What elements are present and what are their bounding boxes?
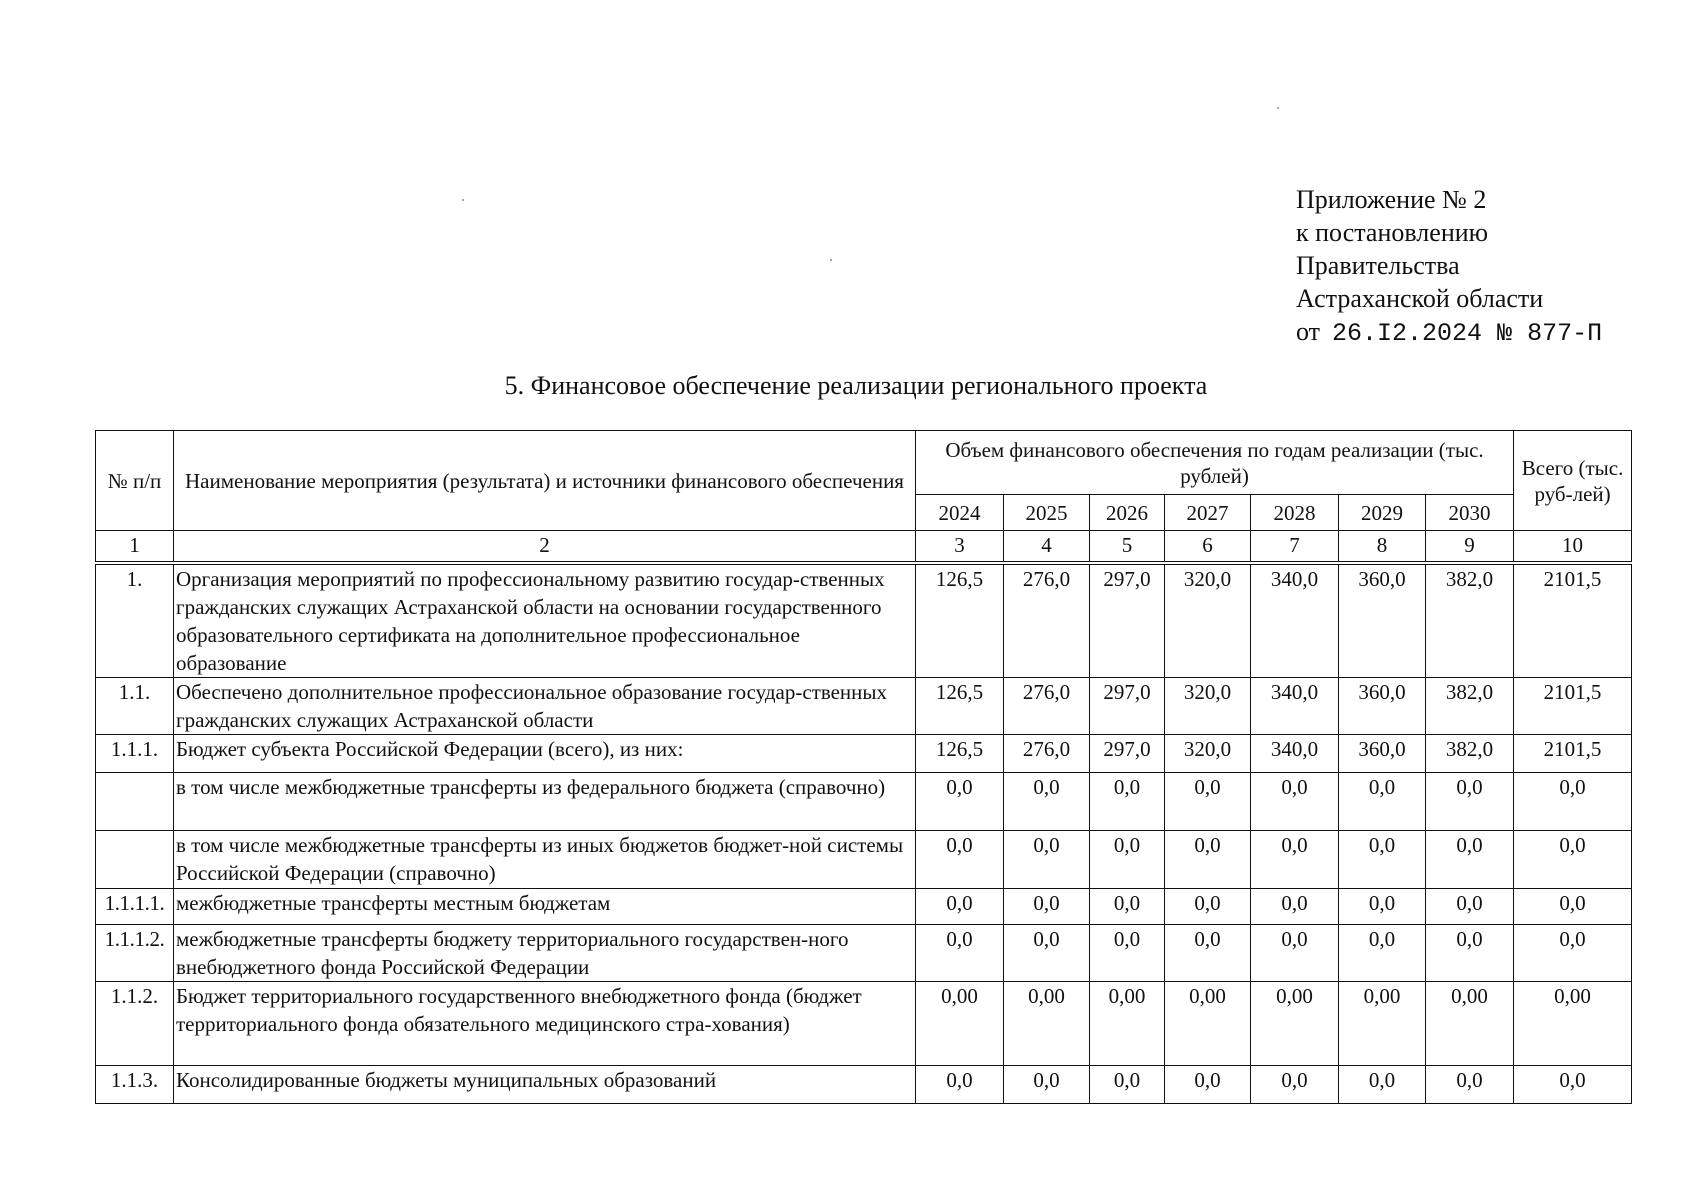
row-number: 1.1.1.2.	[96, 924, 174, 981]
column-number: 1	[96, 531, 174, 563]
row-name: Бюджет субъекта Российской Федерации (всего), из них:	[174, 734, 916, 772]
section-title: 5. Финансовое обеспечение реализации регионального проекта	[504, 371, 1208, 400]
row-number: 1.1.2.	[96, 981, 174, 1065]
year-value-cell: 320,0	[1165, 734, 1251, 772]
year-value-cell: 0,0	[1426, 924, 1514, 981]
table-row	[96, 924, 1632, 981]
year-value-cell: 0,0	[1090, 924, 1165, 981]
year-value-cell: 360,0	[1339, 563, 1426, 678]
table-row	[96, 772, 1632, 830]
year-value-cell: 0,0	[1090, 1065, 1165, 1103]
table-body	[96, 563, 1632, 1104]
header-volume: Объем финансового обеспечения по годам реализации (тыс. рублей)	[916, 431, 1514, 495]
header-year: 2029	[1339, 495, 1426, 531]
scan-speck	[462, 199, 464, 201]
column-number: 5	[1090, 531, 1165, 563]
year-value-cell: 0,00	[1251, 981, 1339, 1065]
year-value-cell: 0,0	[1165, 924, 1251, 981]
row-name: Консолидированные бюджеты муниципальных образований	[174, 1065, 916, 1103]
year-value-cell: 0,00	[916, 981, 1004, 1065]
year-value-cell: 0,0	[1339, 830, 1426, 888]
year-value-cell: 126,5	[916, 734, 1004, 772]
row-name: в том числе межбюджетные трансферты из иных бюджетов бюджет-ной системы Российской Федерации (справочно)	[174, 830, 916, 888]
table-row	[96, 677, 1632, 734]
year-value-cell: 340,0	[1251, 677, 1339, 734]
table-row	[96, 888, 1632, 924]
year-value-cell: 0,0	[1004, 772, 1090, 830]
row-name: Обеспечено дополнительное профессиональное образование государ-ственных гражданских служащих Астраханской области	[174, 677, 916, 734]
year-value-cell: 0,0	[1339, 772, 1426, 830]
year-value-cell: 0,0	[916, 924, 1004, 981]
column-numbers-row	[96, 531, 1632, 563]
year-value-cell: 382,0	[1426, 677, 1514, 734]
row-number: 1.1.1.	[96, 734, 174, 772]
header-total: Всего (тыс. руб-лей)	[1514, 431, 1632, 531]
year-value-cell: 0,0	[916, 1065, 1004, 1103]
year-value-cell: 297,0	[1090, 677, 1165, 734]
year-value-cell: 276,0	[1004, 734, 1090, 772]
column-number: 2	[174, 531, 916, 563]
header-year: 2030	[1426, 495, 1514, 531]
column-number: 6	[1165, 531, 1251, 563]
date-prefix: от	[1296, 317, 1321, 346]
year-value-cell: 0,0	[916, 888, 1004, 924]
table-row	[96, 563, 1632, 678]
scan-speck	[830, 259, 832, 261]
appendix-date-line	[1296, 315, 1602, 350]
year-value-cell: 0,0	[1426, 888, 1514, 924]
header-year: 2026	[1090, 495, 1165, 531]
year-value-cell: 0,00	[1339, 981, 1426, 1065]
year-value-cell: 0,0	[1251, 772, 1339, 830]
header-year: 2028	[1251, 495, 1339, 531]
row-name: межбюджетные трансферты бюджету территориального государствен-ного внебюджетного фонда Российской Федерации	[174, 924, 916, 981]
table-header	[96, 431, 1632, 563]
row-number: 1.1.	[96, 677, 174, 734]
column-number: 7	[1251, 531, 1339, 563]
total-value-cell: 0,00	[1514, 981, 1632, 1065]
row-number	[96, 772, 174, 830]
header-year: 2024	[916, 495, 1004, 531]
year-value-cell: 0,00	[1165, 981, 1251, 1065]
year-value-cell: 0,0	[1339, 888, 1426, 924]
row-number: 1.1.3.	[96, 1065, 174, 1103]
header-name: Наименование мероприятия (результата) и источники финансового обеспечения	[174, 431, 916, 531]
year-value-cell: 0,0	[1251, 924, 1339, 981]
scan-speck	[1277, 107, 1279, 109]
year-value-cell: 0,0	[916, 772, 1004, 830]
year-value-cell: 0,0	[1090, 888, 1165, 924]
total-value-cell: 0,0	[1514, 924, 1632, 981]
year-value-cell: 382,0	[1426, 563, 1514, 678]
appendix-line: Приложение № 2	[1296, 185, 1487, 214]
year-value-cell: 0,0	[1004, 1065, 1090, 1103]
year-value-cell: 0,0	[1165, 1065, 1251, 1103]
year-value-cell: 0,0	[1090, 830, 1165, 888]
total-value-cell: 0,0	[1514, 830, 1632, 888]
year-value-cell: 0,0	[1004, 888, 1090, 924]
column-number: 4	[1004, 531, 1090, 563]
year-value-cell: 360,0	[1339, 734, 1426, 772]
row-name: Бюджет территориального государственного внебюджетного фонда (бюджет территориального фонда обязательного медицинского стра-хования)	[174, 981, 916, 1065]
year-value-cell: 276,0	[1004, 677, 1090, 734]
appendix-line: к постановлению	[1296, 218, 1489, 247]
year-value-cell: 0,00	[1004, 981, 1090, 1065]
financing-table	[95, 430, 1632, 1104]
year-value-cell: 0,0	[1251, 1065, 1339, 1103]
year-value-cell: 0,0	[1339, 1065, 1426, 1103]
year-value-cell: 0,0	[1339, 924, 1426, 981]
year-value-cell: 0,00	[1426, 981, 1514, 1065]
row-name: в том числе межбюджетные трансферты из федерального бюджета (справочно)	[174, 772, 916, 830]
year-value-cell: 126,5	[916, 677, 1004, 734]
row-number: 1.	[96, 563, 174, 678]
row-name: межбюджетные трансферты местным бюджетам	[174, 888, 916, 924]
year-value-cell: 340,0	[1251, 734, 1339, 772]
year-value-cell: 0,00	[1090, 981, 1165, 1065]
year-value-cell: 126,5	[916, 563, 1004, 678]
table-row	[96, 830, 1632, 888]
year-value-cell: 382,0	[1426, 734, 1514, 772]
header-num: № п/п	[96, 431, 174, 531]
appendix-header	[1296, 183, 1602, 350]
year-value-cell: 0,0	[1426, 830, 1514, 888]
appendix-line: Правительства	[1296, 251, 1460, 280]
header-year: 2027	[1165, 495, 1251, 531]
year-value-cell: 320,0	[1165, 677, 1251, 734]
year-value-cell: 0,0	[1251, 888, 1339, 924]
row-name: Организация мероприятий по профессиональному развитию государ-ственных гражданских служащих Астраханской области на основании государственного образовательного сертификата на дополнительное профессиональное образование	[174, 563, 916, 678]
year-value-cell: 0,0	[1004, 924, 1090, 981]
year-value-cell: 297,0	[1090, 734, 1165, 772]
table-row	[96, 1065, 1632, 1103]
total-value-cell: 0,0	[1514, 1065, 1632, 1103]
year-value-cell: 297,0	[1090, 563, 1165, 678]
year-value-cell: 0,0	[1090, 772, 1165, 830]
table-row	[96, 981, 1632, 1065]
year-value-cell: 0,0	[1165, 830, 1251, 888]
year-value-cell: 320,0	[1165, 563, 1251, 678]
total-value-cell: 0,0	[1514, 772, 1632, 830]
column-number: 8	[1339, 531, 1426, 563]
year-value-cell: 360,0	[1339, 677, 1426, 734]
year-value-cell: 0,0	[916, 830, 1004, 888]
row-number	[96, 830, 174, 888]
column-number: 10	[1514, 531, 1632, 563]
year-value-cell: 276,0	[1004, 563, 1090, 678]
appendix-line: Астраханской области	[1296, 284, 1544, 313]
year-value-cell: 0,0	[1251, 830, 1339, 888]
header-year: 2025	[1004, 495, 1090, 531]
year-value-cell: 340,0	[1251, 563, 1339, 678]
total-value-cell: 2101,5	[1514, 734, 1632, 772]
row-number: 1.1.1.1.	[96, 888, 174, 924]
total-value-cell: 2101,5	[1514, 563, 1632, 678]
year-value-cell: 0,0	[1165, 888, 1251, 924]
year-value-cell: 0,0	[1426, 1065, 1514, 1103]
year-value-cell: 0,0	[1004, 830, 1090, 888]
total-value-cell: 2101,5	[1514, 677, 1632, 734]
year-value-cell: 0,0	[1426, 772, 1514, 830]
table-row	[96, 734, 1632, 772]
year-value-cell: 0,0	[1165, 772, 1251, 830]
total-value-cell: 0,0	[1514, 888, 1632, 924]
column-number: 3	[916, 531, 1004, 563]
date-number: 26.I2.2024 № 877-П	[1332, 319, 1603, 348]
column-number: 9	[1426, 531, 1514, 563]
